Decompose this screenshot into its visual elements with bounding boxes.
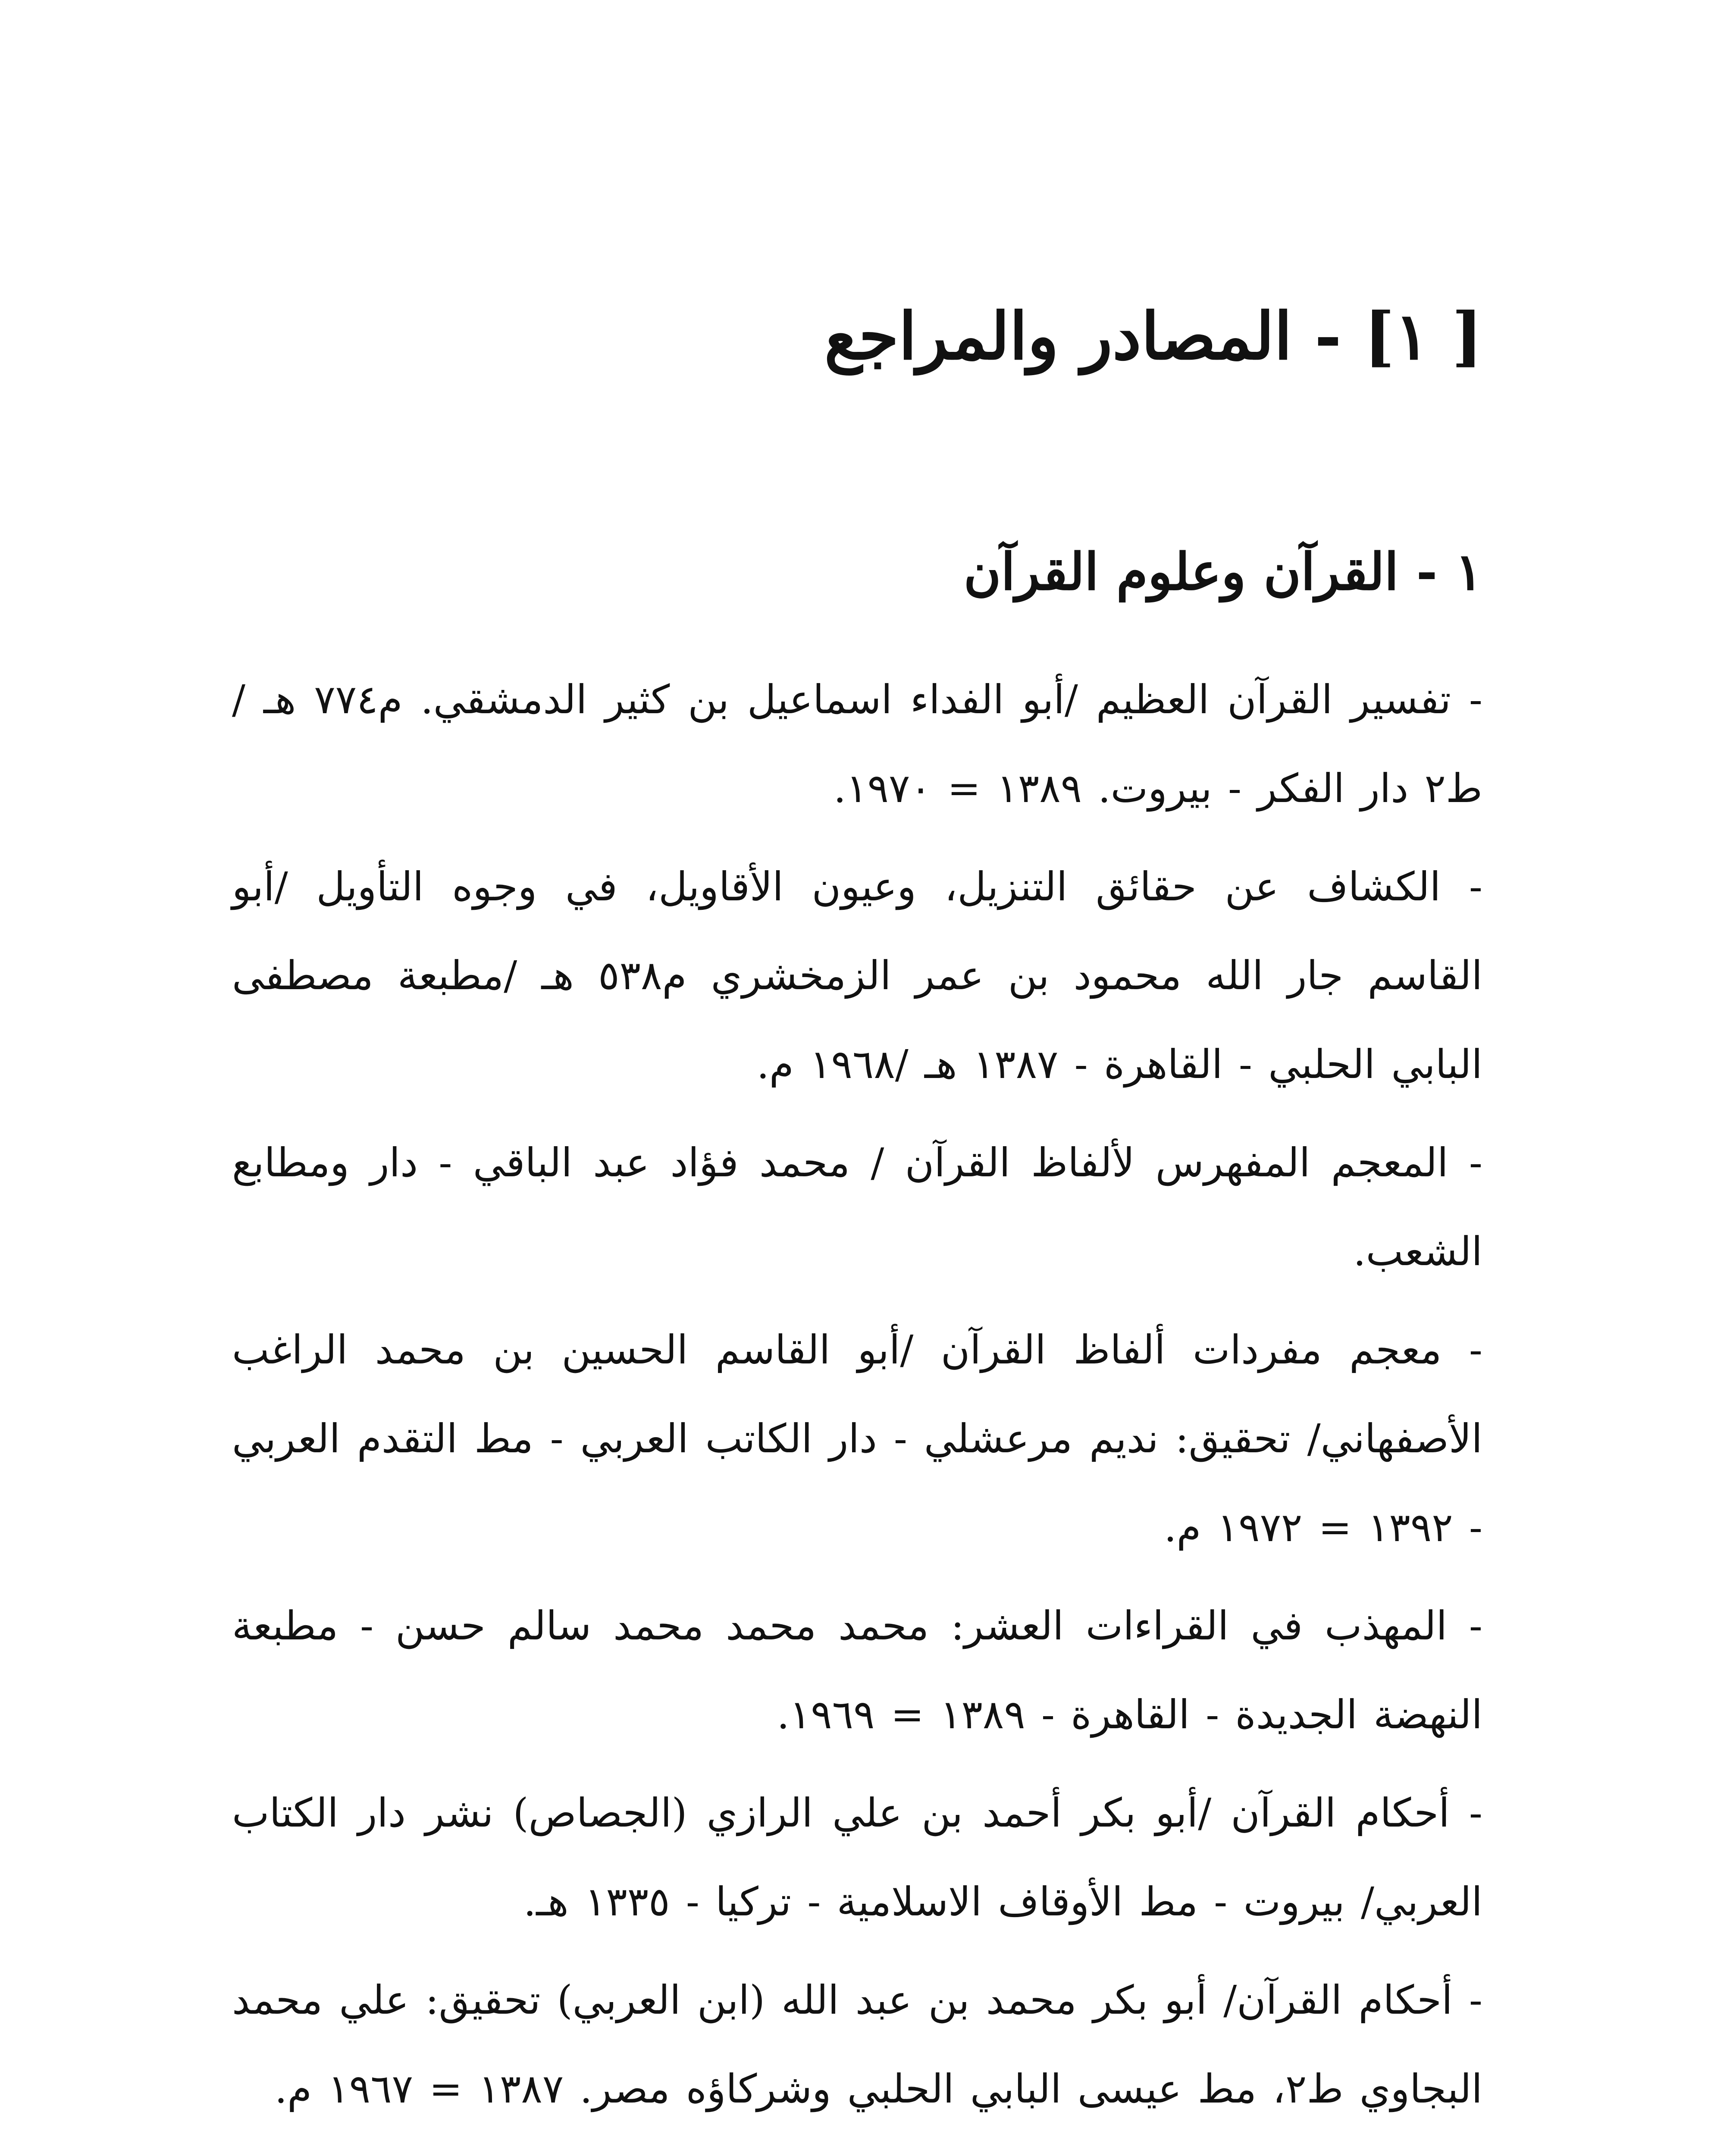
reference-entry: - الكشاف عن حقائق التنزيل، وعيون الأقاويل، في وجوه التأويل /أبو القاسم جار الله محمود بن عمر الزمخشري م٥٣٨ هـ /مطبعة مصطفى البابي الحلبي - القاهرة - ١٣٨٧ هـ /١٩٦٨ م. xyxy=(232,864,1483,1087)
chapter-title: [ ١] - المصادر والمراجع xyxy=(824,298,1482,374)
reference-entry: - تفسير القرآن العظيم /أبو الفداء اسماعيل بن كثير الدمشقي. م٧٧٤ هـ /ط٢ دار الفكر - بيروت. ١٣٨٩ = ١٩٧٠. xyxy=(232,677,1483,812)
reference-list xyxy=(232,655,1482,2143)
reference-entry: - المهذب في القراءات العشر: محمد محمد محمد سالم حسن - مطبعة النهضة الجديدة - القاهرة - ١٣٨٩ = ١٩٦٩. xyxy=(232,1603,1482,1738)
reference-entry: - معجم مفردات ألفاظ القرآن /أبو القاسم الحسين بن محمد الراغب الأصفهاني/ تحقيق: نديم مرعشلي - دار الكاتب العربي - مط التقدم العربي - ١٣٩٢ = ١٩٧٢ م. xyxy=(232,1327,1482,1551)
reference-entry: - أحكام القرآن/ أبو بكر محمد بن عبد الله (ابن العربي) تحقيق: علي محمد البجاوي ط٢، مط عيسى البابي الحلبي وشركاؤه مصر. ١٣٨٧ = ١٩٦٧ م. xyxy=(232,1977,1482,2112)
section-heading: ١ - القرآن وعلوم القرآن xyxy=(963,542,1482,602)
reference-entry: - المعجم المفهرس لألفاظ القرآن / محمد فؤاد عبد الباقي - دار ومطابع الشعب. xyxy=(232,1140,1482,1275)
reference-entry: - أحكام القرآن /أبو بكر أحمد بن علي الرازي (الجصاص) نشر دار الكتاب العربي/ بيروت - مط الأوقاف الاسلامية - تركيا - ١٣٣٥ هـ. xyxy=(232,1790,1482,1925)
